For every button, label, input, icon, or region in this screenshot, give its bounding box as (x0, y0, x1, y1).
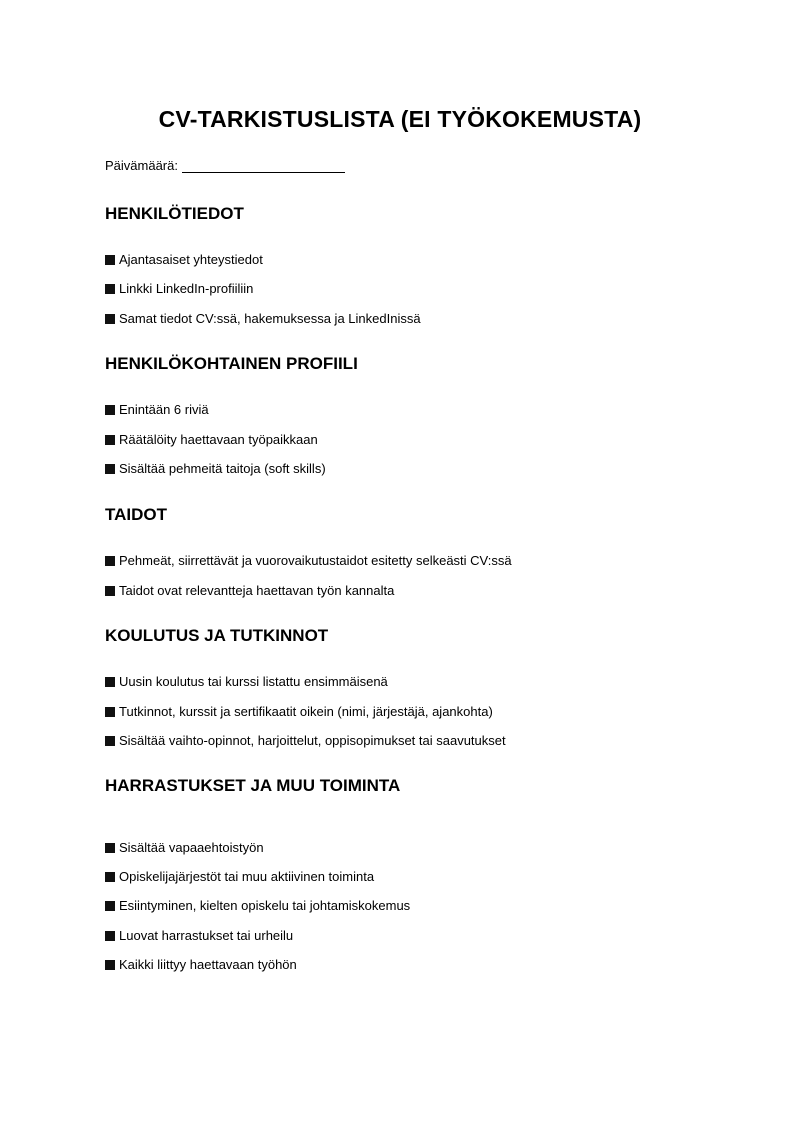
checklist-item[interactable] (105, 733, 506, 749)
checkbox-icon[interactable] (105, 960, 115, 970)
checklist-item-label: Esiintyminen, kielten opiskelu tai johtamiskokemus (119, 898, 411, 913)
section-henkilotiedot (105, 204, 725, 326)
checklist-item[interactable] (105, 553, 512, 569)
checklist-item[interactable] (105, 869, 374, 885)
checklist-item[interactable] (105, 898, 410, 914)
checkbox-icon[interactable] (105, 556, 115, 566)
checkbox-icon[interactable] (105, 872, 115, 882)
checkbox-icon[interactable] (105, 464, 115, 474)
checkbox-icon[interactable] (105, 736, 115, 746)
checkbox-icon[interactable] (105, 435, 115, 445)
section-heading: HENKILÖTIEDOT (105, 204, 244, 223)
section-taidot (105, 505, 725, 598)
checklist-item-label: Ajantasaiset yhteystiedot (119, 252, 263, 267)
checklist-item[interactable] (105, 252, 263, 268)
checklist-item[interactable] (105, 840, 264, 856)
checklist-item-label: Uusin koulutus tai kurssi listattu ensimmäisenä (119, 674, 388, 689)
checklist-item-label: Samat tiedot CV:ssä, hakemuksessa ja LinkedInissä (119, 311, 421, 326)
checklist-item-label: Taidot ovat relevantteja haettavan työn kannalta (119, 583, 395, 598)
checkbox-icon[interactable] (105, 843, 115, 853)
document-title: CV-TARKISTUSLISTA (EI TYÖKOKEMUSTA) (158, 106, 642, 132)
checkbox-icon[interactable] (105, 255, 115, 265)
checklist-item[interactable] (105, 928, 293, 944)
checklist-item-label: Pehmeät, siirrettävät ja vuorovaikutustaidot esitetty selkeästi CV:ssä (119, 553, 512, 568)
checklist-item[interactable] (105, 957, 297, 973)
checklist-item[interactable] (105, 281, 253, 297)
checkbox-icon[interactable] (105, 707, 115, 717)
section-heading: TAIDOT (105, 505, 168, 524)
checklist-item-label: Linkki LinkedIn-profiiliin (119, 281, 254, 296)
checklist-item-label: Tutkinnot, kurssit ja sertifikaatit oikein (nimi, järjestäjä, ajankohta) (119, 704, 493, 719)
checklist-item-label: Opiskelijajärjestöt tai muu aktiivinen toiminta (119, 869, 375, 884)
section-henkilokohtainen-profiili (105, 354, 725, 476)
checklist-item-label: Luovat harrastukset tai urheilu (119, 928, 294, 943)
checklist-item[interactable] (105, 674, 388, 690)
section-heading: HENKILÖKOHTAINEN PROFIILI (105, 354, 358, 373)
checkbox-icon[interactable] (105, 901, 115, 911)
checkbox-icon[interactable] (105, 677, 115, 687)
section-koulutus-ja-tutkinnot (105, 626, 725, 748)
checklist-item-label: Sisältää vapaaehtoistyön (119, 840, 264, 855)
date-blank-line[interactable] (182, 158, 345, 173)
section-heading: HARRASTUKSET JA MUU TOIMINTA (105, 776, 401, 795)
checklist-item-label: Räätälöity haettavaan työpaikkaan (119, 432, 318, 447)
checkbox-icon[interactable] (105, 931, 115, 941)
checkbox-icon[interactable] (105, 405, 115, 415)
checklist-item[interactable] (105, 402, 209, 418)
date-field (105, 158, 345, 173)
checklist-item[interactable] (105, 583, 394, 599)
checklist-item-label: Sisältää pehmeitä taitoja (soft skills) (119, 461, 326, 476)
checkbox-icon[interactable] (105, 284, 115, 294)
checkbox-icon[interactable] (105, 586, 115, 596)
checklist-item[interactable] (105, 311, 421, 327)
date-label: Päivämäärä: (105, 158, 178, 173)
checklist-item-label: Kaikki liittyy haettavaan työhön (119, 957, 297, 972)
checklist-item-label: Enintään 6 riviä (119, 402, 209, 417)
checklist-item[interactable] (105, 461, 326, 477)
checkbox-icon[interactable] (105, 314, 115, 324)
checklist-item[interactable] (105, 704, 493, 720)
checklist-item-label: Sisältää vaihto-opinnot, harjoittelut, oppisopimukset tai saavutukset (119, 733, 506, 748)
checklist-item[interactable] (105, 432, 318, 448)
section-heading: KOULUTUS JA TUTKINNOT (105, 626, 329, 645)
section-harrastukset-ja-muu-toiminta (105, 776, 725, 972)
